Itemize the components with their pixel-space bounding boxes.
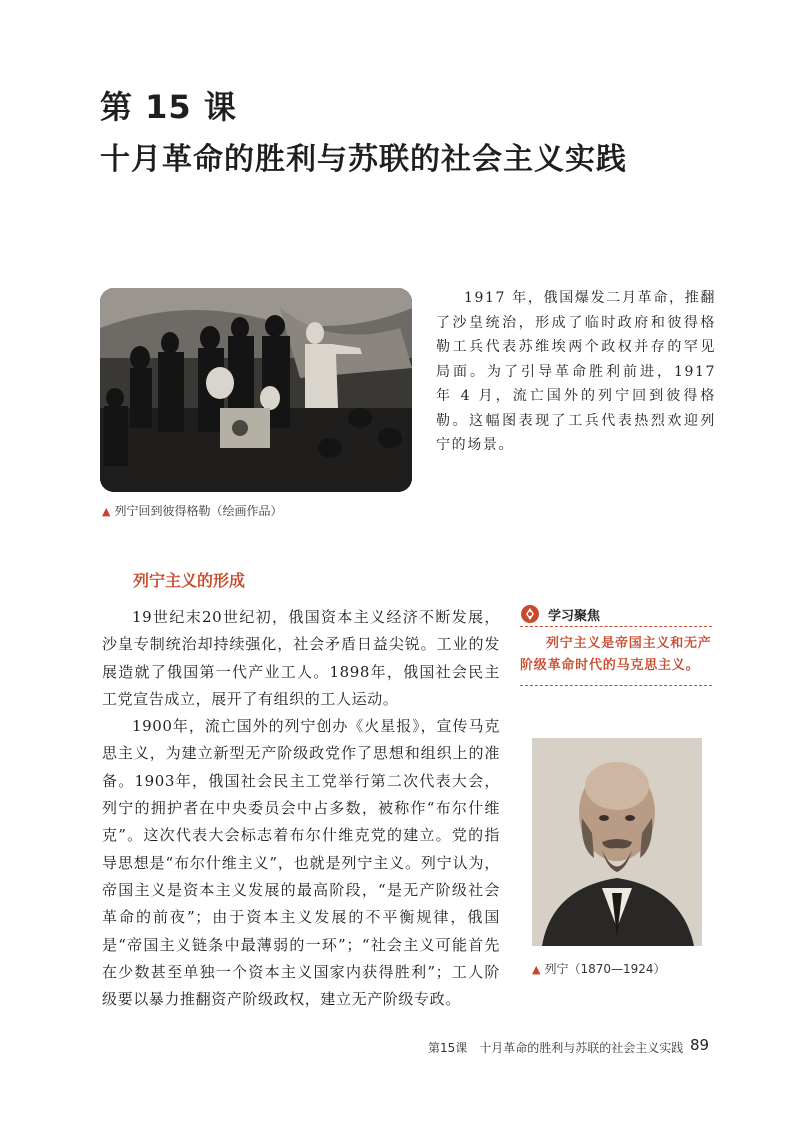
triangle-icon: ▲ xyxy=(102,505,111,518)
focus-text: 列宁主义是帝国主义和无产阶级革命时代的马克思主义。 xyxy=(520,633,712,686)
focus-badge-icon xyxy=(520,604,540,624)
triangle-icon: ▲ xyxy=(532,963,541,976)
focus-label: 学习聚焦 xyxy=(548,608,601,624)
portrait-caption: ▲ 列宁（1870—1924） xyxy=(532,962,666,976)
painting-caption: ▲ 列宁回到彼得格勒（绘画作品） xyxy=(102,504,283,518)
painting-lenin-return xyxy=(100,288,412,492)
section-heading: 列宁主义的形成 xyxy=(133,571,246,590)
intro-text: 1917 年，俄国爆发二月革命，推翻了沙皇统治，形成了临时政府和彼得格勒工兵代表苏维埃两个政权并存的罕见局面。为了引导革命胜利前进，1917 年 4 月，流亡国外的列宁回到彼得格勒。这幅图表现了工兵代表热烈欢迎列宁的场景。 xyxy=(436,290,716,453)
portrait-lenin xyxy=(532,738,702,946)
focus-header xyxy=(520,604,712,627)
running-footer: 第15课 十月革命的胜利与苏联的社会主义实践 xyxy=(428,1041,684,1055)
lesson-number: 第 15 课 xyxy=(100,88,237,126)
section-body xyxy=(102,604,500,1013)
page-number: 89 xyxy=(690,1036,710,1054)
body-paragraph: 19世纪末20世纪初，俄国资本主义经济不断发展，沙皇专制统治却持续强化，社会矛盾日益尖锐。工业的发展造就了俄国第一代产业工人。1898年，俄国社会民主工党宣告成立，展开了有组织的工人运动。 xyxy=(102,608,500,708)
body-paragraph: 1900年，流亡国外的列宁创办《火星报》，宣传马克思主义，为建立新型无产阶级政党作了思想和组织上的准备。1903年，俄国社会民主工党举行第二次代表大会，列宁的拥护者在中央委员会中占多数，被称作“布尔什维克”。这次代表大会标志着布尔什维克党的建立。党的指导思想是“布尔什维主义”，也就是列宁主义。列宁认为，帝国主义是资本主义发展的最高阶段，“是无产阶级社会革命的前夜”；由于资本主义发展的不平衡规律，俄国是“帝国主义链条中最薄弱的一环”；“社会主义可能首先在少数甚至单独一个资本主义国家内获得胜利”；工人阶级要以暴力推翻资产阶级政权，建立无产阶级专政。 xyxy=(102,717,500,1009)
lesson-title: 十月革命的胜利与苏联的社会主义实践 xyxy=(100,142,627,177)
learning-focus-box xyxy=(520,604,712,686)
